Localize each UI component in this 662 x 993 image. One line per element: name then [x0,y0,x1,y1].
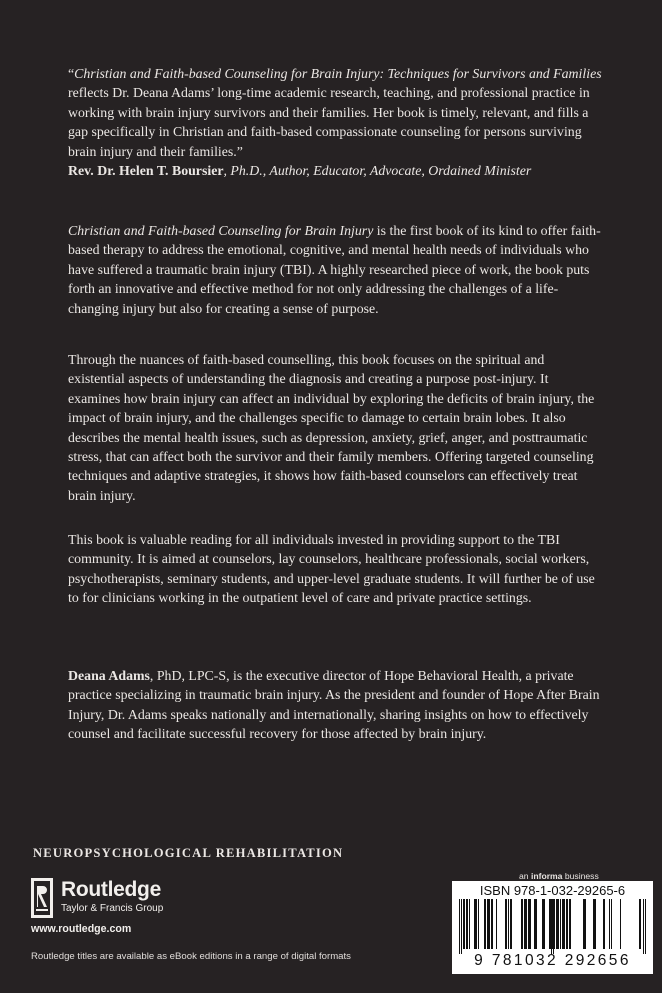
barcode-guard-bar [461,899,462,954]
endorser-role: , Ph.D., Author, Educator, Advocate, Ordained Minister [223,163,532,179]
description-book-title: Christian and Faith-based Counseling for Brain Injury [68,223,374,238]
barcode-bar [466,899,468,949]
barcode-bar [505,899,507,949]
barcode-bar [549,899,551,949]
endorsement-quote [68,64,604,180]
author-name: Deana Adams [68,668,150,683]
informa-brand: informa [530,871,563,881]
barcode-bar [609,899,610,949]
publisher-name: Routledge [61,878,161,901]
barcode-bar [556,899,559,949]
endorser-name: Rev. Dr. Helen T. Boursier [68,163,224,179]
barcode-bar [611,899,612,949]
barcode-bar [542,899,545,949]
barcode-bar [487,899,490,949]
publisher-group: Taylor & Francis Group [61,903,164,914]
barcode-bar [583,899,586,949]
barcode-bar [639,899,641,949]
series-title: NEUROPSYCHOLOGICAL REHABILITATION [33,846,344,860]
barcode-bar [510,899,512,949]
barcode-bar [484,899,486,949]
publisher-logo [31,878,163,918]
barcode-bar [524,899,527,949]
quote-attribution [68,161,604,180]
barcode-bar [474,899,477,949]
barcode-bar [593,899,596,949]
barcode-guard-bar [553,899,554,954]
description-body-1: is the first book of its kind to offer faith-based therapy to address the emotional, cognitive, and mental health needs of individuals who have suffered a traumatic brain injury (TBI). A highly researched piece of work, the book puts forth an innovative and effective method for not only addressing the challenges of a life-changing injury but also for creating a sense of purpose. [68,223,601,316]
barcode-bar [521,899,523,949]
barcode-guard-bar [645,899,646,954]
routledge-logo-icon [31,878,53,918]
barcode-bars [459,899,646,954]
description-paragraph-1 [68,221,604,318]
informa-tagline [519,871,599,881]
informa-prefix: an [519,871,531,881]
barcode-bar [603,899,605,949]
barcode-bar [528,899,531,949]
quote-text [68,64,604,161]
barcode-bar [569,899,571,949]
barcode-bar [463,899,465,949]
description-paragraph-2 [68,350,604,505]
barcode-guard-bar [459,899,460,954]
barcode-bar [469,899,470,949]
description-body-3: This book is valuable reading for all individuals invested in providing support to the TBI community. It is aimed at counselors, lay counselors, healthcare professionals, social workers, psychotherapists, seminary students, and upper-level graduate students. It will further be of use to for clinicians working in the outpatient level of care and private practice settings. [68,532,595,606]
barcode-bar [496,899,497,949]
barcode-guard-bar [551,899,552,954]
barcode-bar [478,899,479,949]
ebook-note: Routledge titles are available as eBook editions in a range of digital formats [31,951,351,962]
barcode-bar [562,899,565,949]
description-body-2: Through the nuances of faith-based counselling, this book focuses on the spiritual and existential aspects of understanding the diagnosis and creating a purpose post-injury. It examines how brain injury can affect an individual by exploring the deficits of brain injury, the impact of brain injury, and the challenges specific to damage to certain brain lobes. It also describes the mental health issues, such as depression, anxiety, grief, anger, and posttraumatic stress, that can affect both the survivor and their family members. Offering targeted counseling techniques and adaptive strategies, it shows how faith-based counselors can effectively treat brain injury. [68,352,595,503]
quote-body: reflects Dr. Deana Adams’ long-time academic research, teaching, and professional practice in working with brain injury survivors and their families. Her book is timely, relevant, and fills a gap specifically in Christian and faith-based compassionate counseling for persons surviving brain injury and their families.” [68,85,590,159]
publisher-website[interactable]: www.routledge.com [31,923,132,935]
barcode-bar [620,899,621,949]
barcode-guard-bar [643,899,644,954]
barcode-bar [534,899,537,949]
barcode-bar [491,899,493,949]
barcode-bar [508,899,509,949]
barcode [452,881,653,974]
informa-suffix: business [562,871,599,881]
open-quote-mark: “ [68,66,75,81]
author-bio-text: , PhD, LPC-S, is the executive director of Hope Behavioral Health, a private practice specializing in traumatic brain injury. As the president and founder of Hope After Brain Injury, Dr. Adams speaks nationally and internationally, sharing insights on how to effectively counsel and facilitate successful recovery for those affected by brain injury. [68,668,600,742]
quote-book-title: Christian and Faith-based Counseling for Brain Injury: Techniques for Survivors and Families [74,66,602,81]
barcode-bar [560,899,561,949]
barcode-bar [566,899,568,949]
description-paragraph-3 [68,530,604,608]
isbn-text: ISBN 978-1-032-29265-6 [479,883,626,898]
author-bio [68,666,604,744]
barcode-number: 9 781032 292656 [474,952,631,969]
